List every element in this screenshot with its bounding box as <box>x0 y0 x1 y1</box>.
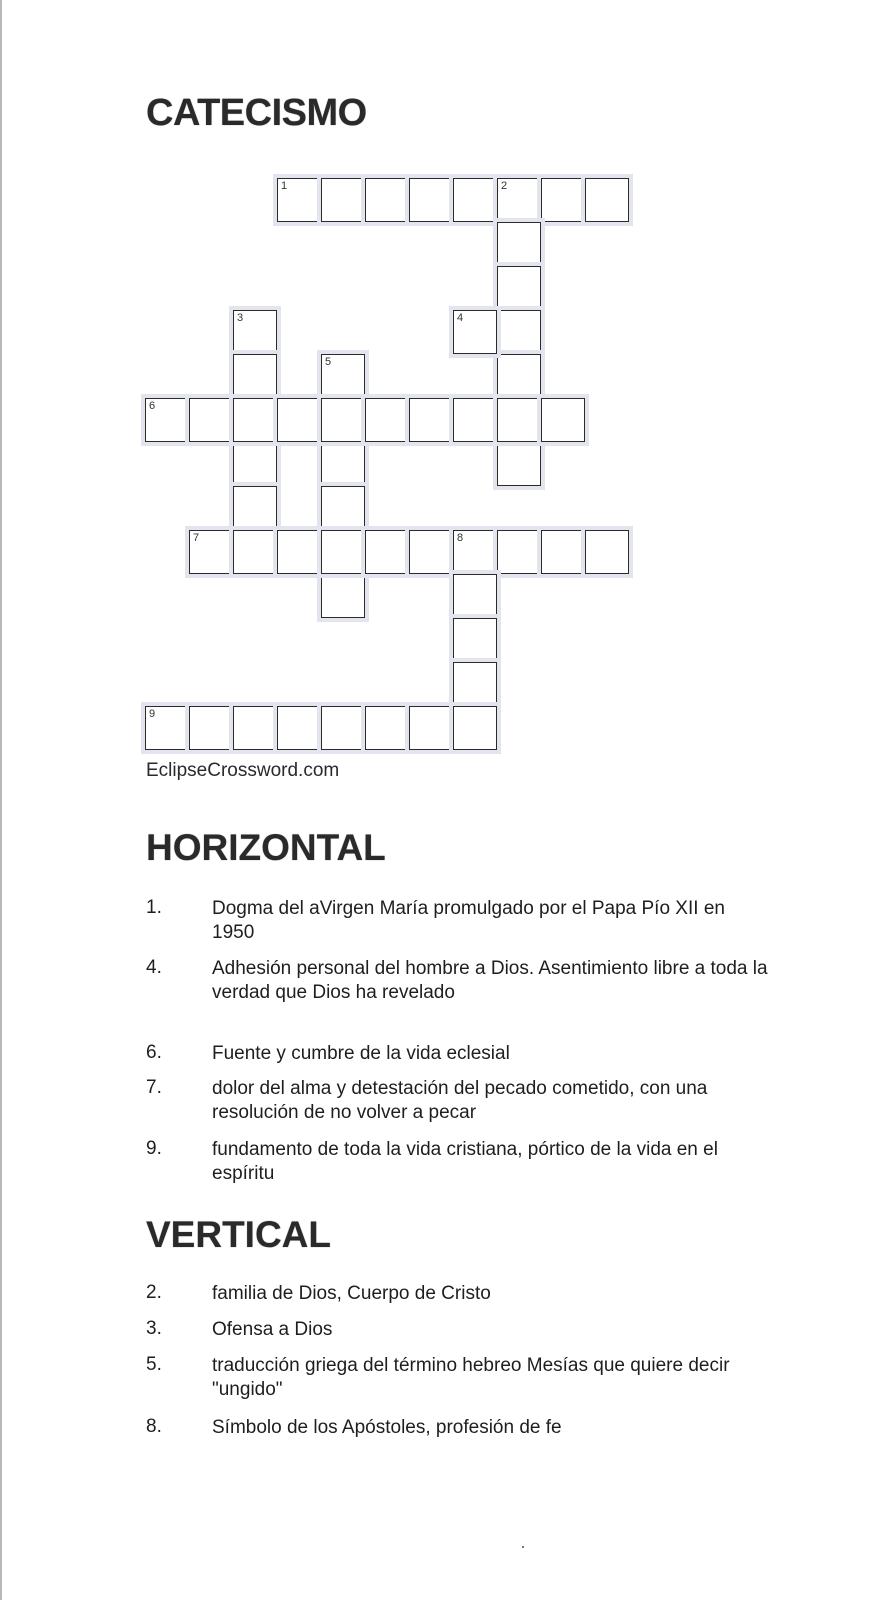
grid-cell[interactable] <box>189 398 233 442</box>
grid-cell[interactable] <box>497 178 541 222</box>
clue-item-text: Adhesión personal del hombre a Dios. Asentimiento libre a toda la verdad que Dios ha revelado <box>212 958 768 1003</box>
clue-number: 9 <box>149 708 156 720</box>
grid-cell[interactable] <box>497 266 541 310</box>
clue-item-text: fundamento de toda la vida cristiana, pórtico de la vida en el espíritu <box>212 1139 718 1184</box>
grid-cell[interactable] <box>277 398 321 442</box>
grid-cell[interactable] <box>453 530 497 574</box>
clue-item-text: Fuente y cumbre de la vida eclesial <box>212 1043 510 1064</box>
grid-cell[interactable] <box>497 222 541 266</box>
grid-cell[interactable] <box>233 530 277 574</box>
grid-cell[interactable] <box>409 178 453 222</box>
clue-item-text: traducción griega del término hebreo Mesías que quiere decir "ungido" <box>212 1355 730 1400</box>
grid-cell[interactable] <box>321 574 365 618</box>
clue-item-text: Símbolo de los Apóstoles, profesión de fe <box>212 1417 562 1438</box>
grid-cell[interactable] <box>321 530 365 574</box>
grid-cell[interactable] <box>321 706 365 750</box>
clue-item-text: dolor del alma y detestación del pecado cometido, con una resolución de no volver a pecar <box>212 1078 708 1123</box>
grid-cell[interactable] <box>321 398 365 442</box>
clue-item-number: 2. <box>146 1282 162 1303</box>
grid-cell[interactable] <box>321 486 365 530</box>
grid-cell[interactable] <box>233 398 277 442</box>
vertical-heading: VERTICAL <box>146 1214 331 1255</box>
grid-cell[interactable] <box>145 706 189 750</box>
grid-cell[interactable] <box>453 706 497 750</box>
crossword-grid <box>0 0 870 780</box>
grid-cell[interactable] <box>189 706 233 750</box>
grid-cell[interactable] <box>453 662 497 706</box>
clue-number: 8 <box>457 532 464 544</box>
clue-item-number: 3. <box>146 1318 162 1339</box>
clue-item-number: 1. <box>146 897 162 918</box>
clue-item-number: 6. <box>146 1042 162 1063</box>
grid-cell[interactable] <box>409 530 453 574</box>
grid-cell[interactable] <box>409 398 453 442</box>
grid-cell[interactable] <box>497 354 541 398</box>
grid-cell[interactable] <box>497 398 541 442</box>
grid-cell[interactable] <box>453 618 497 662</box>
grid-cell[interactable] <box>365 398 409 442</box>
clue-item-number: 8. <box>146 1416 162 1437</box>
grid-cell[interactable] <box>145 398 189 442</box>
clue-item-number: 9. <box>146 1138 162 1159</box>
grid-cell[interactable] <box>453 574 497 618</box>
grid-cell[interactable] <box>365 178 409 222</box>
clue-item-text: familia de Dios, Cuerpo de Cristo <box>212 1283 491 1304</box>
grid-cell[interactable] <box>541 398 585 442</box>
grid-cell[interactable] <box>453 178 497 222</box>
grid-cell[interactable] <box>233 486 277 530</box>
grid-cell[interactable] <box>277 178 321 222</box>
grid-cell[interactable] <box>277 706 321 750</box>
grid-cell[interactable] <box>365 530 409 574</box>
clue-number: 2 <box>501 180 508 192</box>
grid-cell[interactable] <box>497 530 541 574</box>
grid-cell[interactable] <box>321 178 365 222</box>
grid-cell[interactable] <box>585 178 629 222</box>
grid-cell[interactable] <box>321 354 365 398</box>
horizontal-heading: HORIZONTAL <box>146 827 386 868</box>
grid-cell[interactable] <box>409 706 453 750</box>
clue-item-text: Ofensa a Dios <box>212 1319 333 1340</box>
clue-number: 7 <box>193 532 200 544</box>
clue-number: 4 <box>457 312 464 324</box>
grid-cell[interactable] <box>321 442 365 486</box>
clue-item-number: 5. <box>146 1354 162 1375</box>
clue-item-text: Dogma del aVirgen María promulgado por el Papa Pío XII en 1950 <box>212 898 725 943</box>
grid-cell[interactable] <box>233 354 277 398</box>
grid-cell[interactable] <box>497 442 541 486</box>
clue-number: 5 <box>325 356 332 368</box>
grid-cell[interactable] <box>541 178 585 222</box>
grid-cell[interactable] <box>453 310 497 354</box>
clue-item-number: 7. <box>146 1077 162 1098</box>
grid-cell[interactable] <box>541 530 585 574</box>
grid-cell[interactable] <box>453 398 497 442</box>
grid-cell[interactable] <box>497 310 541 354</box>
credit-text: EclipseCrossword.com <box>146 760 340 781</box>
grid-cell[interactable] <box>365 706 409 750</box>
grid-cell[interactable] <box>277 530 321 574</box>
grid-cell[interactable] <box>233 706 277 750</box>
clue-number: 1 <box>281 180 288 192</box>
clue-item-number: 4. <box>146 957 162 978</box>
puzzle-title: CATECISMO <box>146 92 367 134</box>
clue-number: 6 <box>149 400 156 412</box>
clue-number: 3 <box>237 312 244 324</box>
grid-cell[interactable] <box>585 530 629 574</box>
grid-cell[interactable] <box>233 310 277 354</box>
scan-speck <box>522 1546 524 1548</box>
grid-cell[interactable] <box>189 530 233 574</box>
grid-cell[interactable] <box>233 442 277 486</box>
